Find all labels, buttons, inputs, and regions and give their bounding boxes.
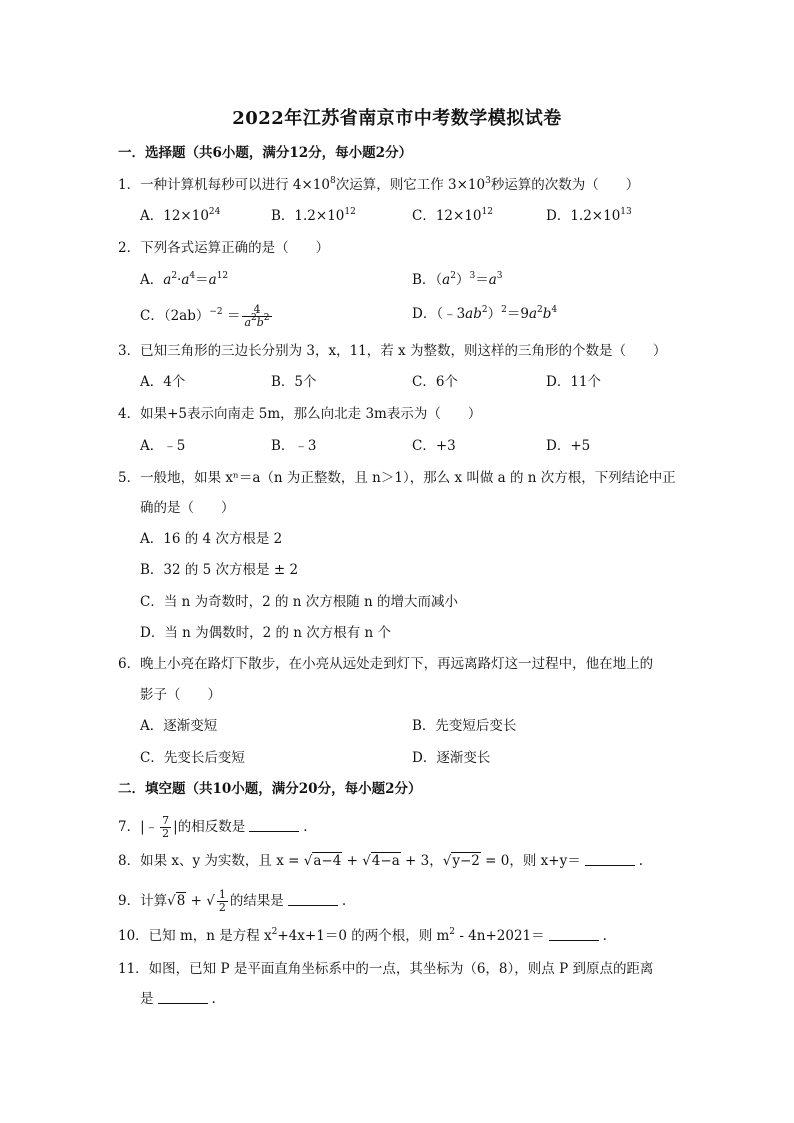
q2-c-num: 4: [242, 304, 271, 317]
q5-option-d[interactable]: D．当 n 为偶数时，2 的 n 次方根有 n 个: [140, 625, 392, 641]
question-6-stem-line1: 6．晚上小亮在路灯下散步，在小亮从远处走到灯下，再远离路灯这一过程中，他在地上的: [118, 656, 654, 672]
q2-option-d[interactable]: D．$(﹣3ab^2)^2=9a^2b^4$: [412, 305, 558, 322]
q8-plus-2: + 3，: [400, 853, 443, 869]
q1-option-d[interactable]: [546, 206, 632, 226]
q2-d-label: D．（﹣3: [412, 306, 466, 322]
q1-option-a[interactable]: [140, 206, 220, 226]
q3-option-c[interactable]: C．6个: [412, 374, 458, 390]
q2-option-b[interactable]: B．$(a^2)^3=a^3$: [412, 271, 503, 288]
q7-fraction: [160, 815, 171, 840]
q2-option-a[interactable]: A．$a^2\cdot a^4=a^{12}$: [140, 271, 229, 288]
answer-blank-10[interactable]: [549, 928, 599, 941]
q1-option-c[interactable]: [412, 206, 493, 226]
q10-exp-2: 2: [449, 927, 456, 937]
q9-num: 1: [218, 888, 226, 901]
q8-plus-1: +: [342, 853, 363, 869]
q3-option-a[interactable]: A．4个: [140, 374, 186, 390]
section-heading-choice: 一．选择题（共6小题，满分12分，每小题2分）: [118, 145, 413, 161]
q9-end: .: [341, 893, 347, 909]
q1-c-exp: 12: [481, 207, 493, 217]
q1-b-text: B．1.2×10: [271, 208, 345, 224]
answer-blank-8[interactable]: [585, 853, 635, 866]
q5-option-b[interactable]: B．32 的 5 次方根是 ± 2: [140, 562, 299, 578]
q1-c-text: C．12×10: [412, 208, 482, 224]
question-11-stem-line2: [140, 989, 216, 1009]
question-5-stem-line2: 确的是（ ）: [140, 500, 235, 516]
q7-text-b: |的相反数是: [173, 819, 246, 835]
q11-text: 是: [140, 991, 154, 1007]
question-9-stem: 9．计算√8 + √ $\frac{1}{2}$ 的结果是 .: [118, 888, 347, 914]
q10-text-a: 10．已知 m，n 是方程 x: [118, 928, 272, 944]
q2-c-fraction: $\frac{4}{a^2b^2}$: [244, 303, 270, 329]
question-5-stem-line1: 5．一般地，如果 xⁿ＝a（n 为正整数，且 n＞1），那么 x 叫做 a 的 n 次方根，下列结论中正: [118, 470, 676, 486]
q9-fraction: [217, 889, 228, 914]
q1-text-c: 秒运算的次数为（ ）: [490, 177, 640, 193]
question-4-stem: 4．如果+5表示向南走 5m，那么向北走 3m表示为（ ）: [118, 406, 482, 422]
question-1-stem: [118, 175, 639, 195]
q6-option-c[interactable]: C．先变长后变短: [140, 750, 245, 766]
q11-end: .: [211, 991, 216, 1007]
answer-blank-9[interactable]: [288, 893, 338, 906]
question-3-stem: 3．已知三角形的三边长分别为 3，x，11，若 x 为整数，则这样的三角形的个数是（ ）: [118, 343, 667, 359]
q2-b-label: B．（: [412, 272, 443, 288]
q3-option-b[interactable]: B．5个: [271, 374, 317, 390]
q7-text-a: 7．|﹣: [118, 819, 159, 835]
q8-text-a: 8．如果 x、y 为实数，且 x =: [118, 853, 304, 869]
q2-c-eq: ＝: [226, 308, 241, 324]
q2-option-c[interactable]: [140, 304, 274, 329]
q8-end: .: [638, 853, 643, 869]
q9-text-a: 9．计算: [118, 893, 168, 909]
q8-text-b: = 0，则 x+y＝: [480, 853, 581, 869]
answer-blank-11[interactable]: [158, 991, 208, 1004]
q7-end: .: [303, 819, 308, 835]
page-title: 2022年江苏省南京市中考数学模拟试卷: [232, 108, 562, 129]
q1-text-a: 1．一种计算机每秒可以进行 4×10: [118, 177, 330, 193]
q5-option-c[interactable]: C．当 n 为奇数时，2 的 n 次方根随 n 的增大而减小: [140, 594, 459, 610]
q6-option-b[interactable]: B．先变短后变长: [412, 718, 517, 734]
question-2-stem: 2．下列各式运算正确的是（ ）: [118, 240, 330, 256]
q4-option-c[interactable]: C．+3: [412, 438, 456, 454]
q2-d-close: ）: [487, 306, 502, 322]
q2-d-rhs: ＝9: [506, 306, 529, 322]
question-11-stem-line1: 11．如图，已知 P 是平面直角坐标系中的一点，其坐标为（6，8），则点 P 到原点的距离: [118, 961, 654, 977]
q1-exp-2: 3: [485, 176, 491, 186]
q2-c-exp: −2: [209, 307, 223, 317]
q1-d-exp: 13: [620, 207, 632, 217]
q9-text-b: 的结果是: [229, 893, 284, 909]
q10-end: .: [602, 928, 607, 944]
question-8-stem: 8．如果 x、y 为实数，且 x = √a−4 + √4−a + 3，√y−2 = 0，则 x+y＝ .: [118, 853, 643, 869]
q8-root-1: a−4: [313, 853, 342, 869]
question-7-stem: [118, 815, 308, 840]
q4-option-a[interactable]: A．﹣5: [140, 438, 186, 454]
answer-blank-7[interactable]: [249, 819, 299, 832]
q5-option-a[interactable]: A．16 的 4 次方根是 2: [140, 531, 283, 547]
q7-den: 2: [162, 827, 170, 840]
q6-option-a[interactable]: A．逐渐变短: [140, 718, 218, 734]
q8-root-3: y−2: [452, 853, 480, 869]
q1-d-text: D．1.2×10: [546, 208, 621, 224]
q10-text-c: - 4n+2021＝: [455, 928, 545, 944]
q9-plus: +: [186, 893, 207, 909]
q6-option-d[interactable]: D．逐渐变长: [412, 750, 491, 766]
q2-c-label: C．（2ab）: [140, 308, 210, 324]
section-heading-fill: 二．填空题（共10小题，满分20分，每小题2分）: [118, 781, 422, 797]
q1-b-exp: 12: [344, 207, 356, 217]
q9-root-1: 8: [176, 893, 186, 909]
q1-a-exp: 24: [208, 207, 221, 217]
q1-exp-1: 8: [329, 176, 336, 186]
q3-option-d[interactable]: D．11个: [546, 374, 602, 390]
q1-text-b: 次运算，则它工作 3×10: [335, 177, 486, 193]
q9-den: 2: [218, 901, 226, 914]
q7-num: 7: [162, 814, 170, 827]
q10-exp-1: 2: [271, 927, 278, 937]
question-6-stem-line2: 影子（ ）: [140, 687, 221, 703]
question-10-stem: [118, 926, 607, 946]
q10-text-b: +4x+1＝0 的两个根，则 m: [277, 928, 450, 944]
q1-a-text: A．12×10: [140, 208, 209, 224]
q4-option-b[interactable]: B．﹣3: [271, 438, 317, 454]
q4-option-d[interactable]: D．+5: [546, 438, 591, 454]
q8-root-2: 4−a: [371, 853, 400, 869]
q1-option-b[interactable]: [271, 206, 356, 226]
q2-a-label: A．: [140, 272, 164, 288]
